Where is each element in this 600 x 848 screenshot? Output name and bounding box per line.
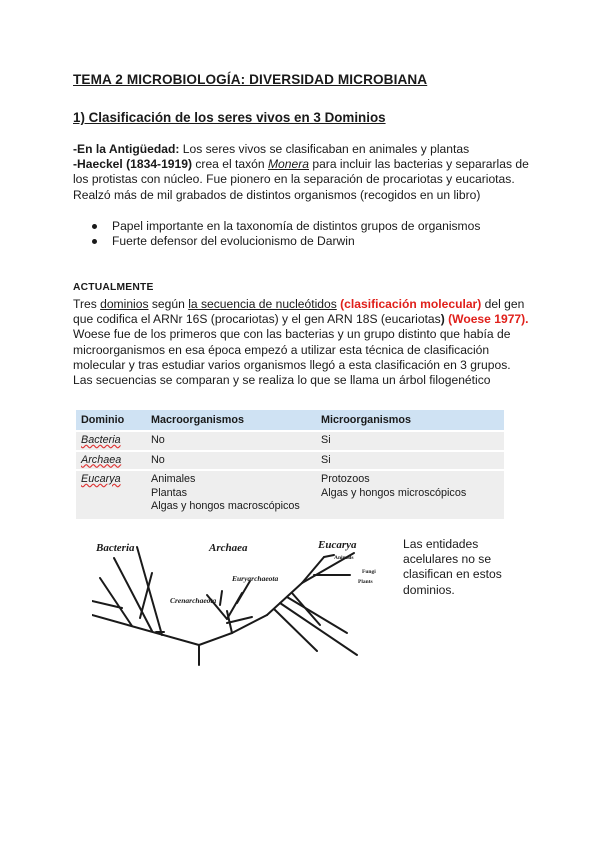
- cell-micro: Si: [316, 431, 504, 451]
- page-title: TEMA 2 MICROBIOLOGÍA: DIVERSIDAD MICROBIANA: [73, 72, 428, 87]
- cell-micro: Protozoos Algas y hongos microscópicos: [316, 470, 504, 519]
- label-crenarchaeota: Crenarchaeota: [170, 596, 217, 605]
- dominio-name: Bacteria: [81, 434, 121, 446]
- label-fungi: Fungi: [362, 569, 376, 575]
- haeckel-text-2: para incluir las bacterias y separarlas de los protistas con núcleo. Fue pionero en la separación de procariotas y eucariotas.: [73, 157, 529, 187]
- label-bacteria: Bacteria: [96, 542, 135, 554]
- cell-dominio: [76, 431, 146, 451]
- table-row: [76, 451, 504, 471]
- monera-term: Monera: [267, 157, 309, 172]
- table-header-row: [76, 410, 504, 431]
- antiguedad-text: Los seres vivos se clasificaban en animales y plantas: [179, 142, 470, 156]
- text-run: ): [440, 312, 445, 327]
- label-plants: Plants: [358, 579, 373, 585]
- label-eucarya: Eucarya: [318, 539, 357, 551]
- phylogenetic-tree: [92, 533, 392, 668]
- header-macro: Macroorganismos: [146, 410, 316, 431]
- cell-micro: Si: [316, 451, 504, 471]
- cell-macro: Animales Plantas Algas y hongos macroscópicos: [146, 470, 316, 519]
- secuencias-text: Las secuencias se comparan y se realiza lo que se llama un árbol filogenético: [73, 373, 491, 388]
- actualmente-heading: ACTUALMENTE: [73, 282, 154, 293]
- cell-dominio: [76, 470, 146, 519]
- haeckel-text-1: crea el taxón: [192, 157, 268, 172]
- domains-table: [76, 410, 504, 519]
- header-dominio: Dominio: [76, 410, 146, 431]
- dominio-name: Archaea: [81, 453, 122, 466]
- cell-macro: No: [146, 431, 316, 451]
- list-item: Fuerte defensor del evolucionismo de Darwin: [92, 234, 480, 249]
- antiguedad-label: -En la Antigüedad:: [73, 142, 180, 156]
- text-run: del gen que codifica el ARNr 16S (procariotas) y el gen ARN 18S (eucariotas: [73, 297, 525, 327]
- table-row: [76, 431, 504, 451]
- clasificacion-molecular: (clasificación molecular): [336, 297, 482, 311]
- dominio-name: Eucarya: [81, 473, 121, 485]
- label-euryarchaeota: Euryarchaeota: [232, 574, 279, 583]
- header-micro: Microorganismos: [316, 410, 504, 431]
- section-heading: 1) Clasificación de los seres vivos en 3 Dominios: [73, 110, 386, 125]
- cell-dominio: [76, 451, 146, 471]
- label-animals: Animals: [334, 555, 354, 561]
- grabados-text: Realzó más de mil grabados de distintos organismos (recogidos en un libro): [73, 187, 481, 202]
- side-note: Las entidades acelulares no se clasifican en estos dominios.: [403, 537, 502, 597]
- text-run: Woese fue de los primeros que con las bacterias y un grupo distinto que había de microorganismos en esa época empezó a utilizar esta técnica de clasificación molecular y tras estudiar varios organismos llegó a esta clasificación en 3 grupos.: [73, 327, 511, 372]
- cell-macro: No: [146, 451, 316, 471]
- haeckel-label: -Haeckel (1834-1919): [73, 157, 193, 172]
- text-run: según: [148, 297, 189, 311]
- secuencia-term: la secuencia de nucleótidos: [188, 297, 337, 311]
- table-row: [76, 470, 504, 519]
- label-archaea: Archaea: [209, 542, 248, 554]
- history-paragraph: [73, 142, 535, 203]
- dominios-term: dominios: [100, 297, 149, 311]
- haeckel-bullet-list: [92, 219, 480, 249]
- actualmente-paragraph: [73, 297, 535, 388]
- woese-citation: (Woese 1977).: [444, 312, 529, 327]
- text-run: Tres: [73, 297, 101, 311]
- list-item: Papel importante en la taxonomía de distintos grupos de organismos: [92, 219, 480, 234]
